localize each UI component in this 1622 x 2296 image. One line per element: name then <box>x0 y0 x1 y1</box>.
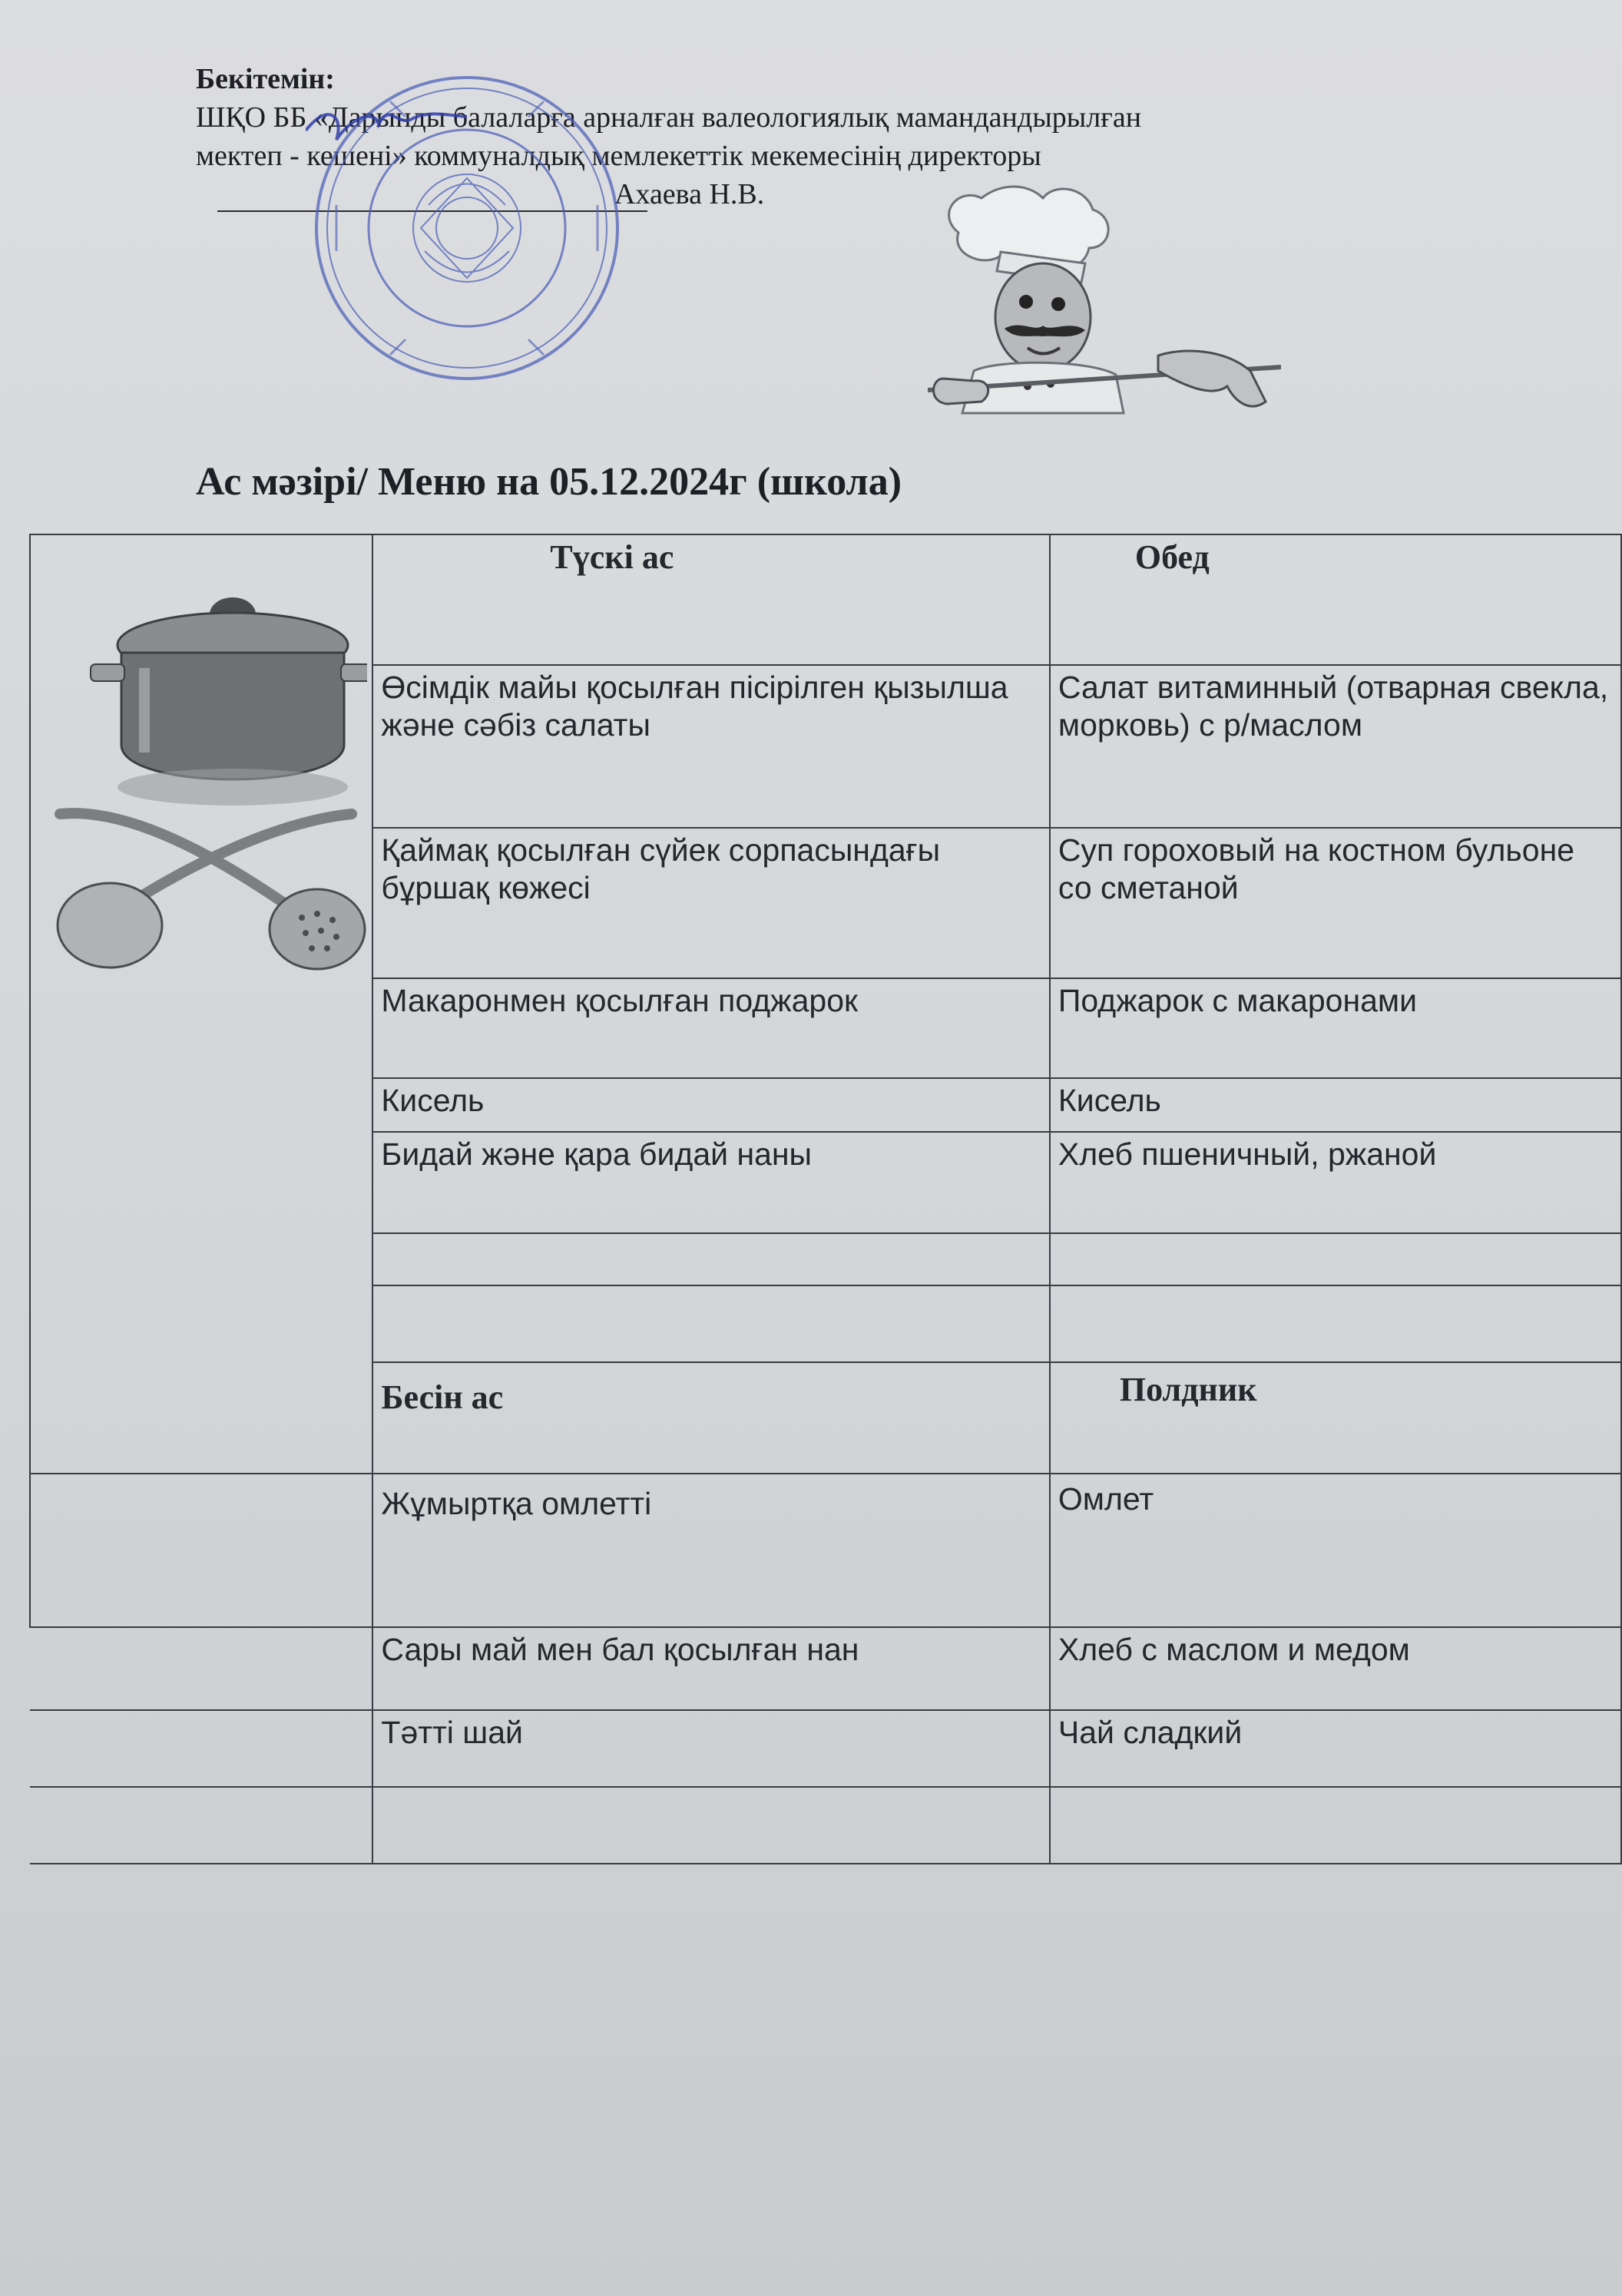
table-row <box>30 1710 1621 1787</box>
menu-title: Ас мәзірі/ Меню на 05.12.2024г (школа) <box>196 460 902 504</box>
dish-ru <box>1050 1787 1621 1864</box>
dish-kz <box>372 1787 1050 1864</box>
dish-kz: Сары май мен бал қосылған нан <box>372 1627 1050 1710</box>
empty-cell <box>30 1627 372 1710</box>
dish-ru: Чай сладкий <box>1050 1710 1621 1787</box>
empty-cell <box>30 1710 372 1787</box>
dish-kz: Бидай және қара бидай наны <box>372 1132 1050 1233</box>
dish-ru: Хлеб пшеничный, ржаной <box>1050 1132 1621 1233</box>
dish-kz <box>372 1233 1050 1285</box>
table-row <box>30 1474 1621 1627</box>
dish-kz: Кисель <box>372 1078 1050 1132</box>
dish-ru: Суп гороховый на костном бульоне со сметаной <box>1050 828 1621 978</box>
dish-ru <box>1050 1233 1621 1285</box>
image-cell <box>30 534 372 1474</box>
empty-cell <box>30 1474 372 1627</box>
dish-ru: Поджарок с макаронами <box>1050 978 1621 1078</box>
chef-illustration-icon <box>928 183 1281 444</box>
empty-cell <box>30 1787 372 1864</box>
lunch-header-kz: Түскі ас <box>372 534 1050 665</box>
dish-ru <box>1050 1285 1621 1362</box>
dish-ru: Омлет <box>1050 1474 1621 1627</box>
snack-header-kz: Бесін ас <box>372 1362 1050 1474</box>
dish-kz: Қаймақ қосылған сүйек сорпасындағы бұршақ көжесі <box>372 828 1050 978</box>
official-stamp-icon <box>306 71 628 385</box>
table-row <box>30 1787 1621 1864</box>
snack-header-ru: Полдник <box>1050 1362 1621 1474</box>
table-row <box>30 534 1621 665</box>
dish-ru: Кисель <box>1050 1078 1621 1132</box>
dish-kz: Тәтті шай <box>372 1710 1050 1787</box>
dish-kz <box>372 1285 1050 1362</box>
dish-kz: Өсімдік майы қосылған пісірілген қызылша және сәбіз салаты <box>372 665 1050 828</box>
approval-line-2: мектеп - кешені» коммуналдық мемлекеттік мекемесінің директоры <box>196 140 1041 172</box>
dish-kz: Макаронмен қосылған поджарок <box>372 978 1050 1078</box>
lunch-header-ru: Обед <box>1050 534 1621 665</box>
approval-title: Бекітемін: <box>196 63 335 95</box>
dish-ru: Салат витаминный (отварная свекла, морковь) с р/маслом <box>1050 665 1621 828</box>
dish-kz: Жұмыртқа омлетті <box>372 1474 1050 1627</box>
director-name: Ахаева Н.В. <box>614 178 765 210</box>
dish-ru: Хлеб с маслом и медом <box>1050 1627 1621 1710</box>
menu-table <box>29 534 1622 1864</box>
approval-line-1: ШҚО ББ «Дарынды балаларға арналған валеологиялық мамандандырылған <box>196 101 1142 134</box>
table-row <box>30 1627 1621 1710</box>
